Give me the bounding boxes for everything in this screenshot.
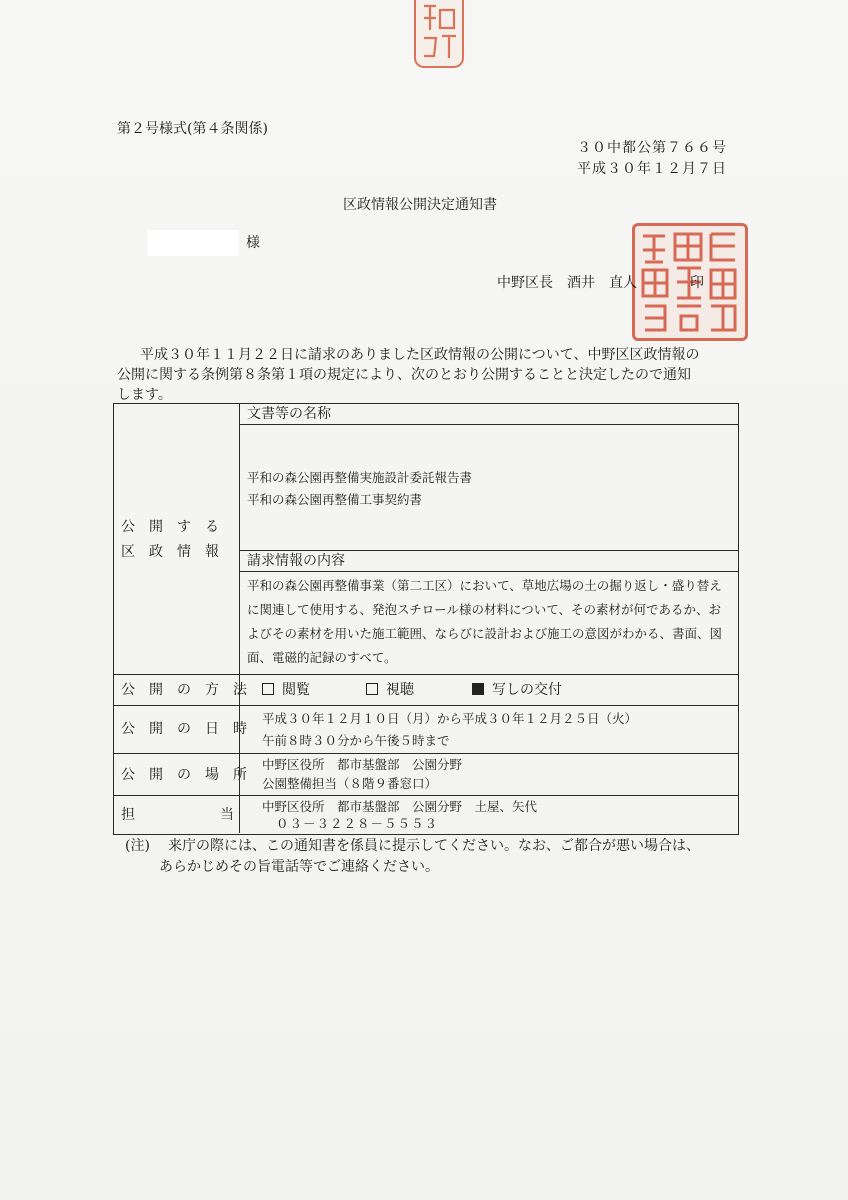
contact-label-left: 担 bbox=[121, 807, 135, 823]
copy-label: 写しの交付 bbox=[492, 682, 562, 698]
listening-label: 視聴 bbox=[386, 682, 414, 698]
top-seal-stamp bbox=[414, 0, 464, 68]
info-label-line-1: 公 開 す る bbox=[121, 519, 219, 535]
row-rule-contact bbox=[113, 795, 738, 796]
addressee-suffix: 様 bbox=[246, 235, 260, 251]
body-line-2: 公開に関する条例第８条第１項の規定により、次のとおり公開することと決定したので通知 bbox=[117, 367, 691, 383]
request-line-4: 面、電磁的記録のすべて。 bbox=[247, 650, 397, 665]
row-rule-date bbox=[113, 705, 738, 706]
request-line-2: に関連して使用する、発泡スチロール様の材料について、その素材が何であるか、お bbox=[247, 602, 722, 617]
method-option-viewing bbox=[262, 681, 310, 699]
document-number: ３０中都公第７６６号 bbox=[577, 140, 727, 156]
issuer-name: 中野区長 酒井 直人 bbox=[497, 275, 637, 291]
copy-checkbox-checked bbox=[472, 683, 484, 695]
redacted-name bbox=[147, 230, 239, 256]
document-title: 区政情報公開決定通知書 bbox=[343, 197, 497, 213]
note-line-1: 来庁の際には、この通知書を係員に提示してください。なお、ご都合が悪い場合は、 bbox=[168, 838, 700, 854]
place-line-2: 公園整備担当（８階９番窓口） bbox=[262, 776, 438, 791]
viewing-label: 閲覧 bbox=[282, 682, 310, 698]
body-line-3: します。 bbox=[117, 387, 172, 403]
note-marker: (注) bbox=[125, 838, 150, 854]
request-section-rule bbox=[239, 550, 738, 551]
document-date: 平成３０年１２月７日 bbox=[577, 161, 727, 177]
method-option-listening bbox=[366, 681, 414, 699]
contact-label-right: 当 bbox=[220, 807, 234, 823]
request-header: 請求情報の内容 bbox=[247, 553, 345, 569]
info-label-line-2: 区 政 情 報 bbox=[121, 544, 219, 560]
request-line-3: よびその素材を用いた施工範囲、ならびに設計および施工の意図がわかる、書面、図 bbox=[247, 626, 723, 641]
contact-phone: ０３－３２２８－５５５３ bbox=[276, 816, 439, 831]
date-label: 公 開 の 日 時 bbox=[121, 721, 247, 737]
date-line-2: 午前８時３０分から午後５時まで bbox=[262, 733, 450, 748]
request-header-rule bbox=[239, 571, 738, 572]
doc-name-2: 平和の森公園再整備工事契約書 bbox=[247, 492, 423, 507]
issuer-seal-char: 印 bbox=[690, 275, 704, 291]
form-label: 第２号様式(第４条関係) bbox=[117, 121, 268, 137]
note-line-2: あらかじめその旨電話等でご連絡ください。 bbox=[159, 859, 439, 875]
request-line-1: 平和の森公園再整備事業（第二工区）において、草地広場の土の掘り返し・盛り替え bbox=[247, 578, 722, 593]
doc-names-header-rule bbox=[239, 424, 738, 425]
row-rule-place bbox=[113, 753, 738, 754]
date-line-1: 平成３０年１２月１０日（月）から平成３０年１２月２５日（火） bbox=[262, 711, 638, 726]
row-rule-method bbox=[113, 674, 738, 675]
place-line-1: 中野区役所 都市基盤部 公園分野 bbox=[262, 757, 463, 772]
listening-checkbox bbox=[366, 683, 378, 695]
method-option-copy bbox=[472, 681, 562, 699]
place-label: 公 開 の 場 所 bbox=[121, 767, 247, 783]
doc-name-1: 平和の森公園再整備実施設計委託報告書 bbox=[247, 470, 473, 485]
doc-names-header: 文書等の名称 bbox=[247, 406, 331, 422]
contact-line-1: 中野区役所 都市基盤部 公園分野 土屋、矢代 bbox=[262, 799, 538, 814]
method-label: 公 開 の 方 法 bbox=[121, 682, 247, 698]
body-line-1: 平成３０年１１月２２日に請求のありました区政情報の公開について、中野区区政情報の bbox=[140, 347, 700, 363]
viewing-checkbox bbox=[262, 683, 274, 695]
